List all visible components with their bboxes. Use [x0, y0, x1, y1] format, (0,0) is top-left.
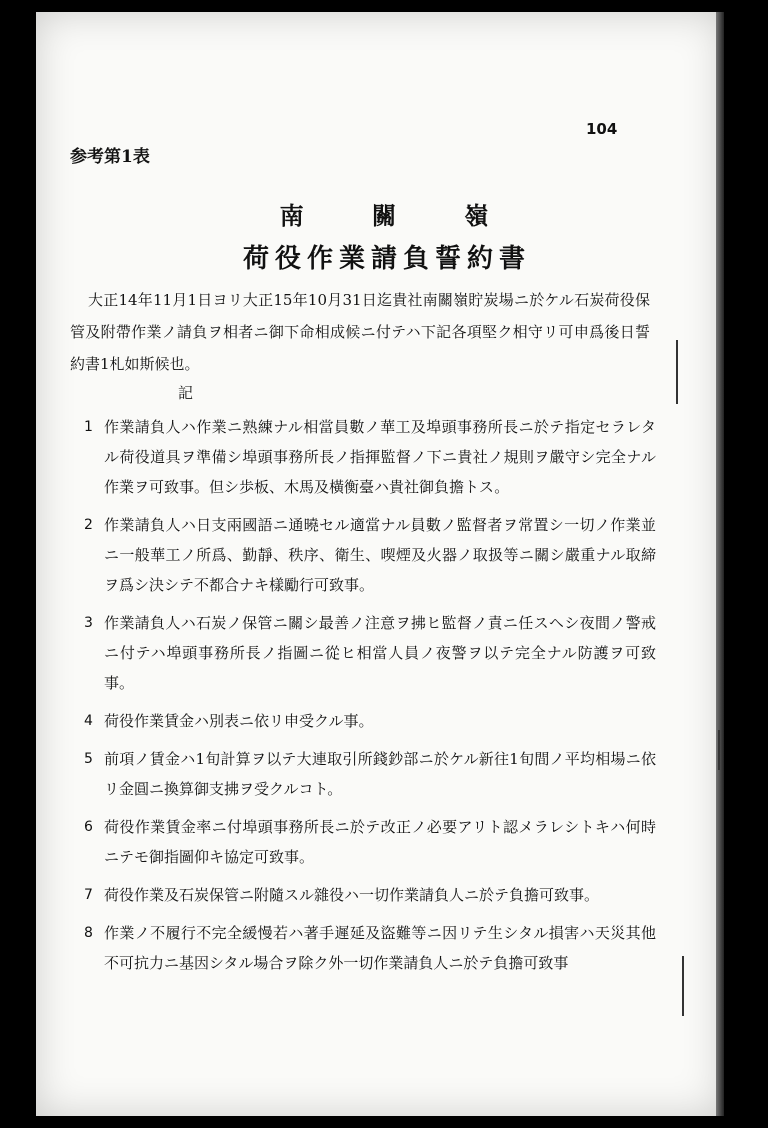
clause-item [84, 744, 656, 804]
clause-item [84, 608, 656, 698]
clause-item [84, 880, 656, 910]
clause-text: 前項ノ賃金ハ1旬計算ヲ以テ大連取引所錢鈔部ニ於ケル新往1旬間ノ平均相場ニ依リ金圓ニ換算御支拂ヲ受クルコト。 [104, 750, 656, 798]
margin-mark [682, 956, 684, 1016]
clause-item [84, 812, 656, 872]
clause-number: 3 [84, 615, 93, 631]
clause-text: 荷役作業賃金ハ別表ニ依リ申受クル事。 [104, 712, 374, 730]
clause-number: 2 [84, 517, 93, 533]
section-heading: 記 [178, 384, 194, 402]
document-title: 南 關 嶺 [279, 201, 519, 230]
clause-number: 4 [84, 713, 93, 729]
clause-text: 作業請負人ハ日支兩國語ニ通曉セル適當ナル員數ノ監督者ヲ常置シ一切ノ作業並ニ一般華工ノ所爲、勤靜、秩序、衛生、喫煙及火器ノ取扱等ニ關シ嚴重ナル取締ヲ爲シ決シテ不都合ナキ樣勵行可致事。 [104, 516, 656, 594]
clause-item [84, 706, 656, 736]
clause-item [84, 412, 656, 502]
clause-item [84, 510, 656, 600]
clause-text: 作業請負人ハ石炭ノ保管ニ關シ最善ノ注意ヲ拂ヒ監督ノ責ニ任スヘシ夜間ノ警戒ニ付テハ埠頭事務所長ノ指圖ニ從ヒ相當人員ノ夜警ヲ以テ完全ナル防護ヲ可致事。 [104, 614, 656, 692]
page-edge-shadow [716, 12, 724, 1116]
clause-number: 1 [84, 419, 93, 435]
clause-text: 荷役作業及石炭保管ニ附隨スル雜役ハ一切作業請負人ニ於テ負擔可致事。 [104, 886, 600, 904]
margin-mark [718, 730, 720, 770]
clause-item [84, 918, 656, 978]
clause-number: 8 [84, 925, 93, 941]
clause-list [84, 412, 656, 986]
clause-text: 荷役作業賃金率ニ付埠頭事務所長ニ於テ改正ノ必要アリト認メラレシトキハ何時ニテモ御指圖仰キ協定可致事。 [104, 818, 656, 866]
clause-text: 作業ノ不履行不完全緩慢若ハ著手遲延及盜難等ニ因リテ生シタル損害ハ天災其他不可抗力ニ基因シタル場合ヲ除ク外一切作業請負人ニ於テ負擔可致事 [104, 924, 656, 972]
clause-number: 6 [84, 819, 93, 835]
margin-mark [676, 340, 678, 404]
clause-number: 5 [84, 751, 93, 767]
intro-paragraph: 大正14年11月1日ヨリ大正15年10月31日迄貴社南關嶺貯炭場ニ於ケル石炭荷役保管及附帶作業ノ請負ヲ相者ニ御下命相成候ニ付テハ下記各項堅ク相守リ可申爲後日誓約書1札如斯候也。 [70, 291, 650, 373]
page-number: 104 [586, 120, 618, 138]
clause-number: 7 [84, 887, 93, 903]
document-subtitle: 荷役作業請負誓約書 [242, 244, 531, 274]
reference-label: 参考第1表 [70, 147, 150, 167]
clause-text: 作業請負人ハ作業ニ熟練ナル相當員數ノ華工及埠頭事務所長ニ於テ指定セラレタル荷役道具ヲ準備シ埠頭事務所長ノ指揮監督ノ下ニ貴社ノ規則ヲ嚴守シ完全ナル作業ヲ可致事。但シ歩板、木馬及橫衡臺ハ貴社御負擔トス。 [104, 418, 656, 496]
